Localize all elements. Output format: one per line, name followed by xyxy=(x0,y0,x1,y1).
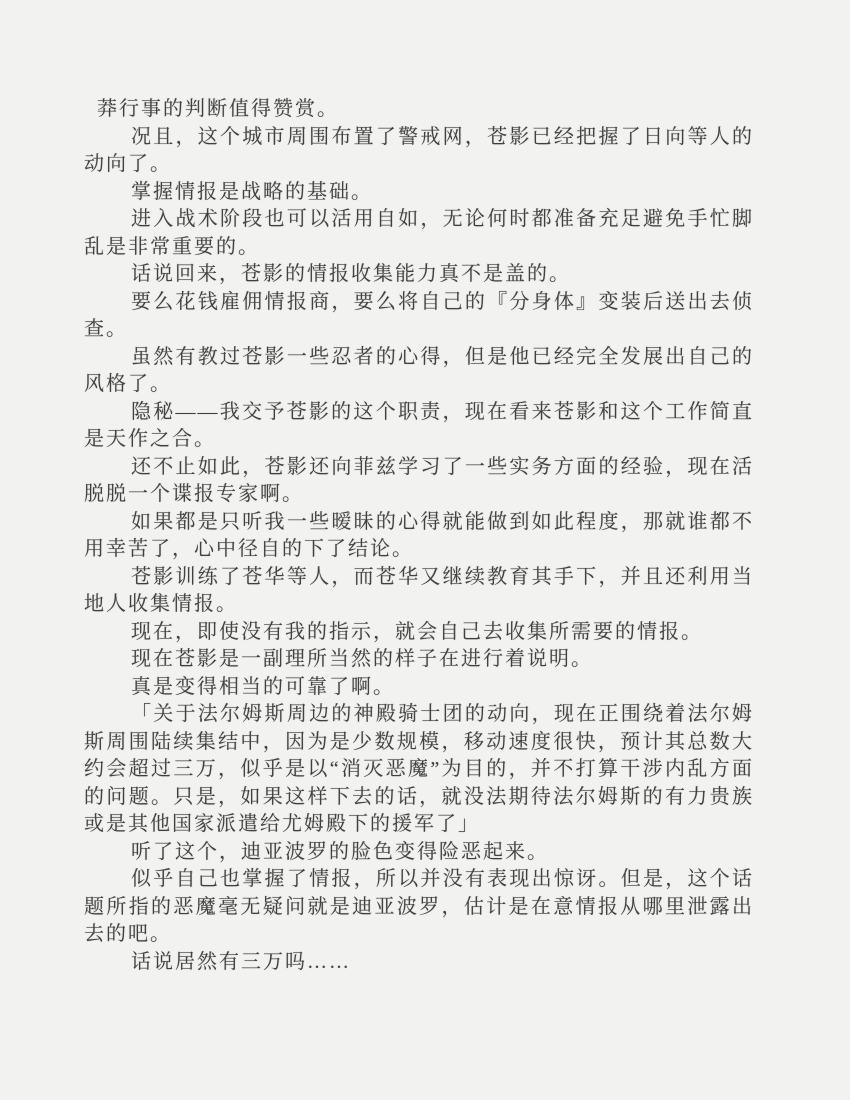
paragraph: 似乎自己也掌握了情报，所以并没有表现出惊讶。但是，这个话题所指的恶魔毫无疑问就是迪亚波罗，估计是在意情报从哪里泄露出去的吧。 xyxy=(84,868,754,945)
paragraph: 现在苍影是一副理所当然的样子在进行着说明。 xyxy=(131,648,593,670)
paragraph: 真是变得相当的可靠了啊。 xyxy=(131,675,395,698)
paragraph: 听了这个，迪亚波罗的脸色变得险恶起来。 xyxy=(131,840,549,863)
paragraph: 莽行事的判断值得赞赏。 xyxy=(97,98,339,120)
text-content xyxy=(84,96,754,976)
paragraph: 「关于法尔姆斯周边的神殿骑士团的动向，现在正围绕着法尔姆斯周围陆续集结中，因为是少数规模，移动速度很快，预计其总数大约会超过三万，似乎是以“消灭恶魔”为目的，并不打算干涉内乱方面的问题。只是，如果这样下去的话，就没法期待法尔姆斯的有力贵族或是其他国家派遣给尤姆殿下的援军了」 xyxy=(84,703,754,835)
paragraph: 话说回来，苍影的情报收集能力真不是盖的。 xyxy=(131,263,571,285)
paragraph: 苍影训练了苍华等人，而苍华又继续教育其手下，并且还利用当地人收集情报。 xyxy=(84,565,754,615)
paragraph: 掌握情报是战略的基础。 xyxy=(131,180,373,203)
paragraph: 话说居然有三万吗…… xyxy=(131,950,351,973)
paragraph: 还不止如此，苍影还向菲兹学习了一些实务方面的经验，现在活脱脱一个谍报专家啊。 xyxy=(84,455,754,505)
paragraph: 隐秘——我交予苍影的这个职责，现在看来苍影和这个工作简直是天作之合。 xyxy=(84,400,754,450)
paragraph: 虽然有教过苍影一些忍者的心得，但是他已经完全发展出自己的风格了。 xyxy=(84,345,754,395)
paragraph: 况且，这个城市周围布置了警戒网，苍影已经把握了日向等人的动向了。 xyxy=(84,125,754,175)
paragraph: 要么花钱雇佣情报商，要么将自己的『分身体』变装后送出去侦查。 xyxy=(84,290,754,340)
paragraph: 现在，即使没有我的指示，就会自己去收集所需要的情报。 xyxy=(131,620,703,643)
paragraph: 如果都是只听我一些暧昧的心得就能做到如此程度，那就谁都不用幸苦了，心中径自的下了结论。 xyxy=(84,510,754,560)
paragraph: 进入战术阶段也可以活用自如，无论何时都准备充足避免手忙脚乱是非常重要的。 xyxy=(84,208,754,258)
